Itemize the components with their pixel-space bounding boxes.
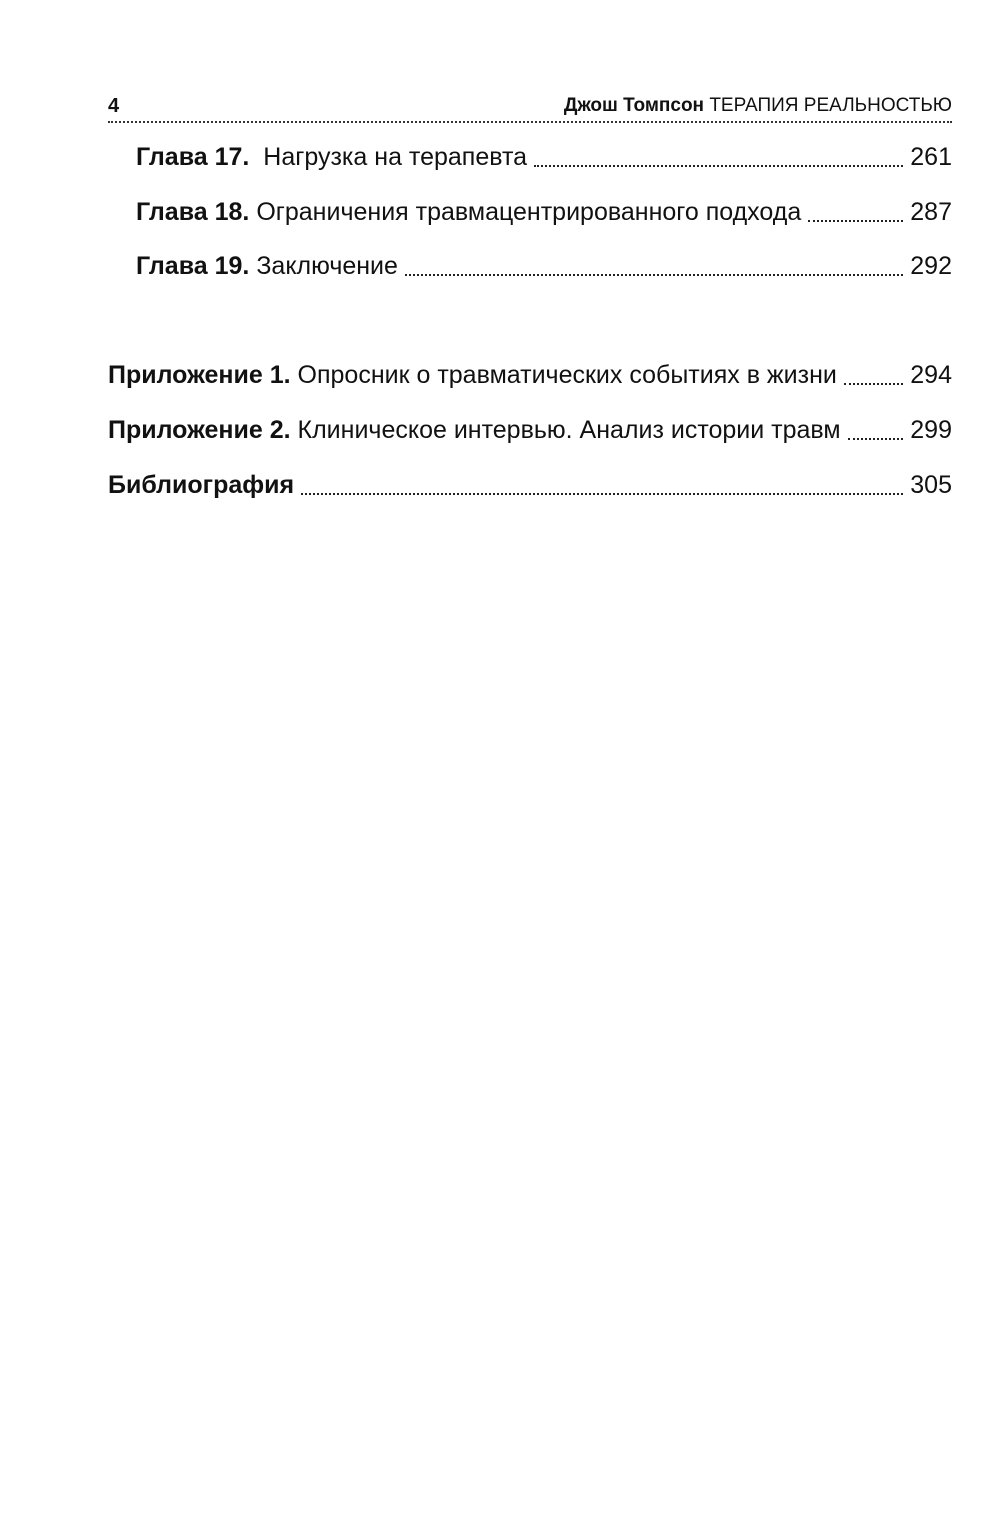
dot-leader [534,165,903,167]
entry-title: Заключение [256,252,398,280]
entry-title: Нагрузка на терапевта [263,143,528,171]
running-title [564,94,952,118]
entry-page: 292 [910,252,952,280]
entry-label: Библиография [108,471,295,499]
entry-title: Опросник о травматических событиях в жизни [297,361,837,389]
header-divider [108,121,952,123]
entry-label: Приложение 1. [108,361,291,389]
toc-entry-appendix-1 [108,358,952,392]
toc-entry-chapter-18 [136,195,952,229]
entry-page: 287 [910,198,952,226]
dot-leader [405,274,903,276]
entry-page: 305 [910,471,952,499]
dot-leader [848,438,904,440]
dot-leader [301,493,903,495]
toc-entry-chapter-19 [136,249,952,283]
entry-page: 261 [910,143,952,171]
dot-leader [844,383,903,385]
entry-title: Ограничения травмацентрированного подхода [256,198,802,226]
running-header [108,84,952,118]
entry-page: 294 [910,361,952,389]
dot-leader [808,220,903,222]
toc-entry-bibliography [108,468,952,502]
entry-title: Клиническое интервью. Анализ истории травм [297,416,841,444]
entry-label: Глава 19. [136,252,250,280]
entry-label: Приложение 2. [108,416,291,444]
entry-label: Глава 17. [136,143,250,171]
book-title: ТЕРАПИЯ РЕАЛЬНОСТЬЮ [709,95,952,116]
toc-entry-appendix-2 [108,413,952,447]
page-number: 4 [108,95,120,117]
author-name: Джош Томпсон [563,95,705,116]
entry-label: Глава 18. [136,198,250,226]
entry-page: 299 [910,416,952,444]
toc-entry-chapter-17 [136,140,952,174]
